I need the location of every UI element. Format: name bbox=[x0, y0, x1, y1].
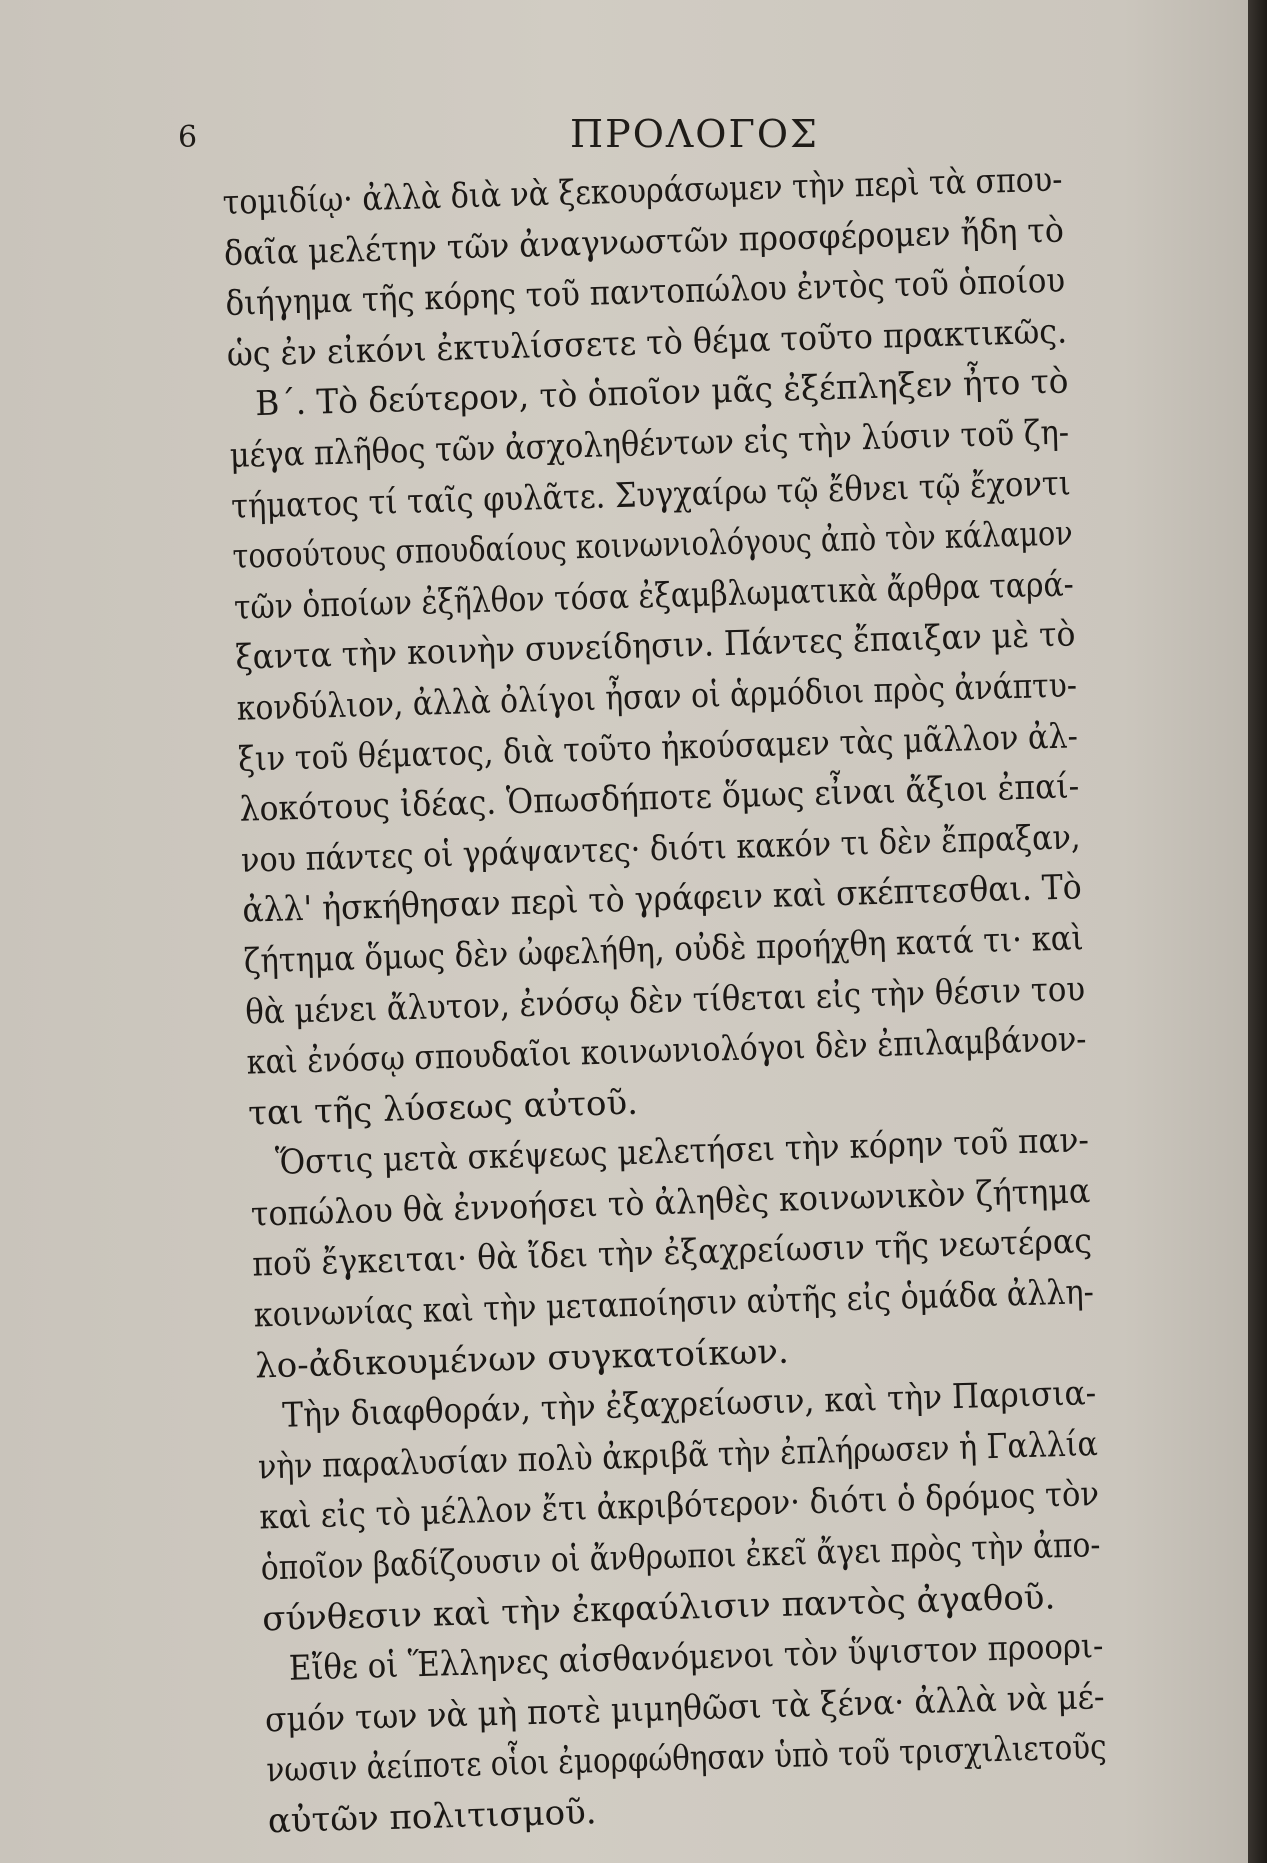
running-head: ΠΡΟΛΟΓΟΣ bbox=[570, 112, 819, 156]
text-line: ζήτημα ὅμως δὲν ὠφελήθη, οὐδὲ προήχθη κατά τι· καὶ bbox=[243, 918, 1085, 982]
text-line: σύνθεσιν καὶ τὴν ἐκφαύλισιν παντὸς ἀγαθοῦ. bbox=[261, 1576, 1056, 1640]
text-line: ται τῆς λύσεως αὐτοῦ. bbox=[247, 1082, 639, 1134]
text-line: Εἴθε οἱ Ἕλληνες αἰσθανόμενοι τὸν ὕψιστον προορι- bbox=[288, 1626, 1104, 1689]
text-line: κονδύλιον, ἀλλὰ ὀλίγοι ἦσαν οἱ ἁρμόδιοι πρὸς ἀνάπτυ- bbox=[236, 665, 1078, 729]
text-line: σμόν των νὰ μὴ ποτὲ μιμηθῶσι τὰ ξένα· ἀλλὰ νὰ μέ- bbox=[264, 1676, 1106, 1741]
text-line: νωσιν ἀείποτε οἷοι ἐμορφώθησαν ὑπὸ τοῦ τρισχιλιετοῦς bbox=[265, 1727, 1108, 1791]
page-number: 6 bbox=[178, 120, 198, 155]
text-line: ποῦ ἔγκειται· θὰ ἴδει τὴν ἐξαχρείωσιν τῆς νεωτέρας bbox=[251, 1221, 1093, 1286]
text-line: καὶ ἐνόσῳ σπουδαῖοι κοινωνιολόγοι δὲν ἐπιλαμβάνον- bbox=[246, 1019, 1087, 1083]
text-line: τοσούτους σπουδαίους κοινωνιολόγους ἀπὸ τὸν κάλαμον bbox=[232, 513, 1074, 578]
text-line: καὶ εἰς τὸ μέλλον ἔτι ἀκριβότερον· διότι ὁ δρόμος τὸν bbox=[258, 1474, 1100, 1538]
text-line: λοκότους ἰδέας. Ὁπωσδήποτε ὅμως εἶναι ἄξιοι ἐπαί- bbox=[239, 766, 1080, 830]
text-line: τήματος τί ταῖς φυλᾶτε. Συγχαίρω τῷ ἔθνει τῷ ἔχοντι bbox=[230, 462, 1072, 527]
text-line: θὰ μένει ἄλυτον, ἐνόσῳ δὲν τίθεται εἰς τὴν θέσιν του bbox=[244, 968, 1086, 1033]
text-line: λο-ἀδικουμένων συγκατοίκων. bbox=[254, 1331, 790, 1387]
text-line: δαῖα μελέτην τῶν ἀναγνωστῶν προσφέρομεν ἤδη τὸ bbox=[223, 210, 1065, 274]
text-line: ὡς ἐν εἰκόνι ἐκτυλίσσετε τὸ θέμα τοῦτο πρακτικῶς. bbox=[226, 311, 1068, 375]
text-line: τῶν ὁποίων ἐξῆλθον τόσα ἐξαμβλωματικὰ ἄρθρα ταρά- bbox=[233, 564, 1075, 628]
text-line: μέγα πλῆθος τῶν ἀσχοληθέντων εἰς τὴν λύσιν τοῦ ζη- bbox=[229, 412, 1070, 476]
text-line: αὐτῶν πολιτισμοῦ. bbox=[267, 1792, 598, 1842]
text-line: ἀλλ' ἠσκήθησαν περὶ τὸ γράφειν καὶ σκέπτεσθαι. Τὸ bbox=[241, 867, 1083, 932]
text-line: Ὅστις μετὰ σκέψεως μελετήσει τὴν κόρην τοῦ παν- bbox=[274, 1120, 1090, 1184]
text-line: διήγημα τῆς κόρης τοῦ παντοπώλου ἐντὸς τοῦ ὁποίου bbox=[224, 260, 1066, 325]
text-line: κοινωνίας καὶ τὴν μεταποίησιν αὐτῆς εἰς ὁμάδα ἀλλη- bbox=[253, 1272, 1095, 1336]
text-line: νὴν παραλυσίαν πολὺ ἀκριβᾶ τὴν ἐπλήρωσεν ἡ Γαλλία bbox=[257, 1423, 1099, 1488]
text-line: ξιν τοῦ θέματος, διὰ τοῦτο ἠκούσαμεν τὰς μᾶλλον ἀλ- bbox=[237, 715, 1079, 780]
text-line: τομιδίῳ· ἀλλὰ διὰ νὰ ξεκουράσωμεν τὴν περὶ τὰ σπου- bbox=[222, 159, 1063, 223]
text-line: ξαντα τὴν κοινὴν συνείδησιν. Πάντες ἔπαιξαν μὲ τὸ bbox=[234, 614, 1076, 679]
page-header bbox=[170, 112, 1070, 162]
body-text bbox=[222, 150, 1267, 1847]
text-line: ὁποῖον βαδίζουσιν οἱ ἄνθρωποι ἐκεῖ ἄγει πρὸς τὴν ἀπο- bbox=[260, 1525, 1101, 1589]
text-line: Τὴν διαφθοράν, τὴν ἐξαχρείωσιν, καὶ τὴν Παρισια- bbox=[281, 1373, 1097, 1437]
text-line: νου πάντες οἱ γράψαντες· διότι κακόν τι δὲν ἔπραξαν, bbox=[240, 817, 1081, 881]
text-line: τοπώλου θὰ ἐννοήσει τὸ ἀληθὲς κοινωνικὸν ζήτημα bbox=[250, 1171, 1091, 1235]
book-gutter-edge bbox=[1248, 0, 1267, 1863]
text-line: Β΄. Τὸ δεύτερον, τὸ ὁποῖον μᾶς ἐξέπληξεν ἦτο τὸ bbox=[254, 361, 1070, 425]
